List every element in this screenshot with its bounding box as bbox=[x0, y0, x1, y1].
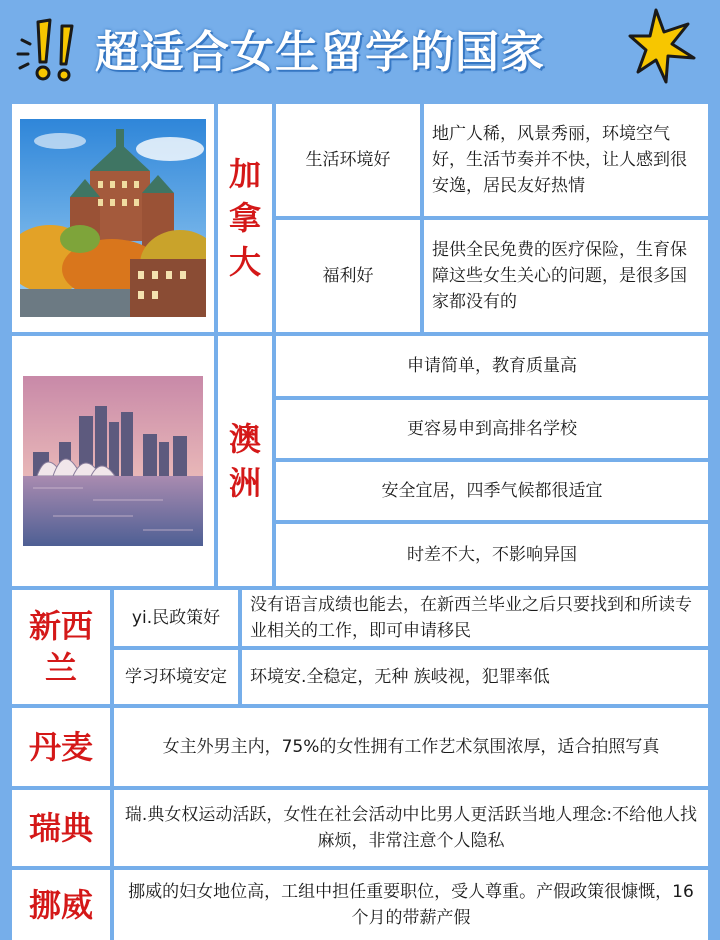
canada-topic-2: 福利好 bbox=[276, 220, 420, 332]
canada-photo-cell bbox=[12, 104, 214, 332]
sweden-detail: 瑞.典女权运动活跃，女性在社会活动中比男人更活跃当地人理念:不给他人找麻烦，非常注意个人隐私 bbox=[114, 790, 708, 866]
canada-name: 加拿大 bbox=[218, 104, 272, 332]
canada-topic-1: 生活环境好 bbox=[276, 104, 420, 216]
norway-name: 挪威 bbox=[12, 870, 110, 940]
australia-point-1: 申请简单，教育质量高 bbox=[276, 336, 708, 396]
sweden-name: 瑞典 bbox=[12, 790, 110, 866]
new-zealand-topic-2: 学习环境安定 bbox=[114, 650, 238, 704]
canada-detail-1: 地广人稀，风景秀丽，环境空气好，生活节奏并不快，让人感到很安逸，居民友好热情 bbox=[424, 104, 708, 216]
new-zealand-detail-2: 环境安.全稳定，无种 族岐视，犯罪率低 bbox=[242, 650, 708, 704]
australia-photo-cell bbox=[12, 336, 214, 586]
canada-detail-2: 提供全民免费的医疗保险，生育保障这些女生关心的问题，是很多国家都没有的 bbox=[424, 220, 708, 332]
new-zealand-detail-1: 没有语言成绩也能去，在新西兰毕业之后只要找到和所读专业相关的工作，即可申请移民 bbox=[242, 590, 708, 646]
new-zealand-topic-1: yi.民政策好 bbox=[114, 590, 238, 646]
norway-detail: 挪威的妇女地位高，工组中担任重要职位，受人尊重。产假政策很慷慨，16个月的带薪产假 bbox=[114, 870, 708, 940]
australia-sydney-image bbox=[23, 376, 203, 546]
australia-point-3: 安全宜居，四季气候都很适宜 bbox=[276, 462, 708, 520]
australia-point-2: 更容易申到高排名学校 bbox=[276, 400, 708, 458]
australia-name: 澳洲 bbox=[218, 336, 272, 586]
denmark-detail: 女主外男主内，75%的女性拥有工作艺术氛围浓厚，适合拍照写真 bbox=[114, 708, 708, 786]
australia-point-4: 时差不大，不影响异国 bbox=[276, 524, 708, 586]
starburst-icon bbox=[628, 6, 698, 86]
denmark-name: 丹麦 bbox=[12, 708, 110, 786]
canada-chateau-image bbox=[20, 119, 206, 317]
header bbox=[0, 0, 720, 100]
exclamation-marks-icon bbox=[8, 10, 90, 90]
new-zealand-name: 新西兰 bbox=[12, 590, 110, 704]
page-title: 超适合女生留学的国家 bbox=[95, 27, 545, 78]
